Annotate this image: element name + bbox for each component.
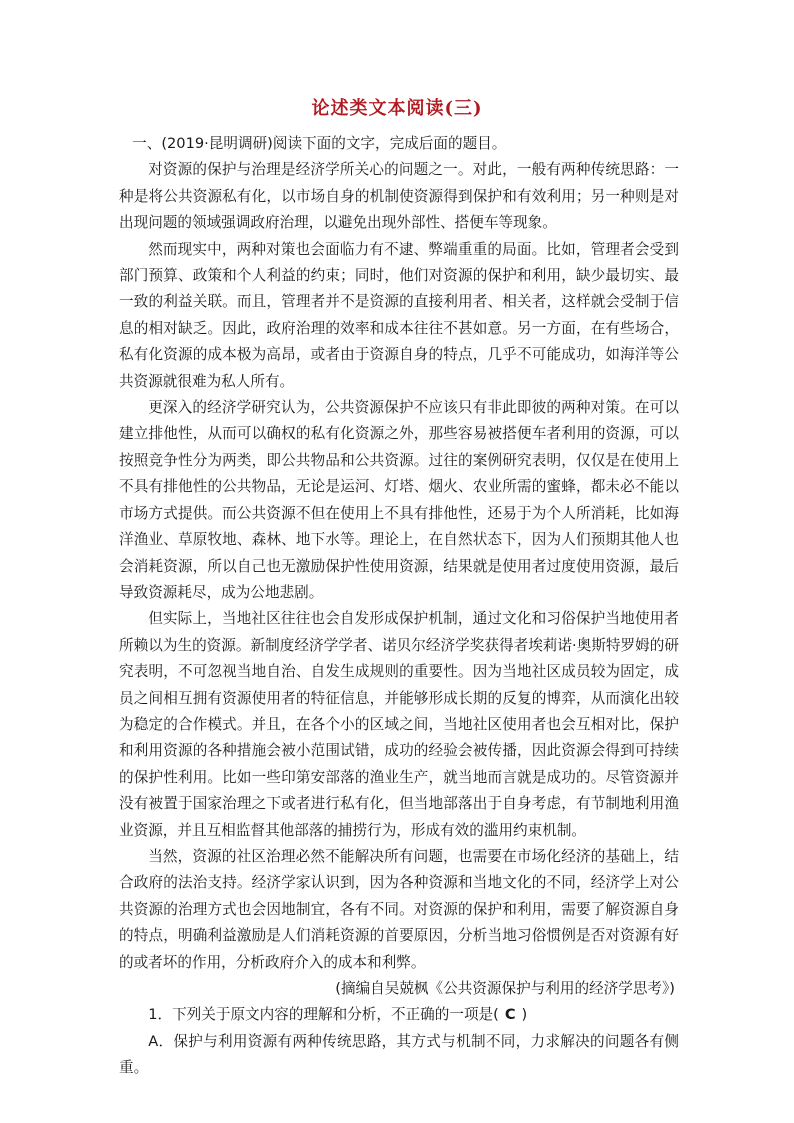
source-citation: (摘编自吴兢枫《公共资源保护与利用的经济学思考》) — [335, 980, 675, 997]
page-title: 论述类文本阅读(三) — [311, 98, 483, 119]
paragraph-2: 然而现实中，两种对策也会面临力有不逮、弊端重重的局面。比如，管理者会受到部门预算、政策和个人利益的约束；同时，他们对资源的保护和利用，缺少最切实、最一致的利益关联。而且，管理者并不是资源的直接利用者、相关者，这样就会受制于信息的相对缺乏。因此，政府治理的效率和成本往往不甚如意。另一方面，在有些场合，私有化资源的成本极为高昂，或者由于资源自身的特点，几乎不可能成功，如海洋等公共资源就很难为私人所有。 — [119, 240, 679, 390]
question-1-close: ) — [521, 1006, 528, 1024]
question-1 — [119, 1002, 679, 1028]
question-intro: 一、(2019·昆明调研)阅读下面的文字，完成后面的题目。 — [132, 135, 507, 152]
paragraph-4: 但实际上，当地社区往往也会自发形成保护机制，通过文化和习俗保护当地使用者所赖以为生的资源。新制度经济学学者、诺贝尔经济学奖获得者埃莉诺·奥斯特罗姆的研究表明，不可忽视当地自治、自发生成规则的重要性。因为当地社区成员较为固定，成员之间相互拥有资源使用者的特征信息，并能够形成长期的反复的博弈，从而演化出较为稳定的合作模式。并且，在各个小的区域之间，当地社区使用者也会互相对比，保护和利用资源的各种措施会被小范围试错，成功的经验会被传播，因此资源会得到可持续的保护性利用。比如一些印第安部落的渔业生产，就当地而言就是成功的。尽管资源并没有被置于国家治理之下或者进行私有化，但当地部落出于自身考虑，有节制地利用渔业资源，并且互相监督其他部落的捕捞行为，形成有效的滥用约束机制。 — [119, 610, 679, 839]
paragraph-5: 当然，资源的社区治理必然不能解决所有问题，也需要在市场化经济的基础上，结合政府的法治支持。经济学家认识到，因为各种资源和当地文化的不同，经济学上对公共资源的治理方式也会因地制宜，各有不同。对资源的保护和利用，需要了解资源自身的特点，明确利益激励是人们消耗资源的首要原因，分析当地习俗惯例是否对资源有好的或者坏的作用，分析政府介入的成本和利弊。 — [119, 847, 679, 971]
paragraph-1: 对资源的保护与治理是经济学所关心的问题之一。对此，一般有两种传统思路：一种是将公共资源私有化，以市场自身的机制使资源得到保护和有效利用；另一种则是对出现问题的领域强调政府治理，以避免出现外部性、搭便车等现象。 — [119, 161, 679, 232]
question-1-text: 1．下列关于原文内容的理解和分析，不正确的一项是( — [148, 1006, 499, 1024]
paragraph-3: 更深入的经济学研究认为，公共资源保护不应该只有非此即彼的两种对策。在可以建立排他性，从而可以确权的私有化资源之外，那些容易被搭便车者利用的资源，可以按照竞争性分为两类，即公共物品和公共资源。过往的案例研究表明，仅仅是在使用上不具有排他性的公共物品，无论是运河、灯塔、烟火、农业所需的蜜蜂，都未必不能以市场方式提供。而公共资源不但在使用上不具有排他性，还易于为个人所消耗，比如海洋渔业、草原牧地、森林、地下水等。理论上，在自然状态下，因为人们预期其他人也会消耗资源，所以自己也无激励保护性使用资源，结果就是使用者过度使用资源，最后导致资源耗尽，成为公地悲剧。 — [119, 399, 679, 601]
question-1-answer: C — [504, 1006, 516, 1024]
reading-passage — [119, 131, 679, 1082]
option-a: A．保护与利用资源有两种传统思路，其方式与机制不同，力求解决的问题各有侧重。 — [119, 1032, 679, 1077]
